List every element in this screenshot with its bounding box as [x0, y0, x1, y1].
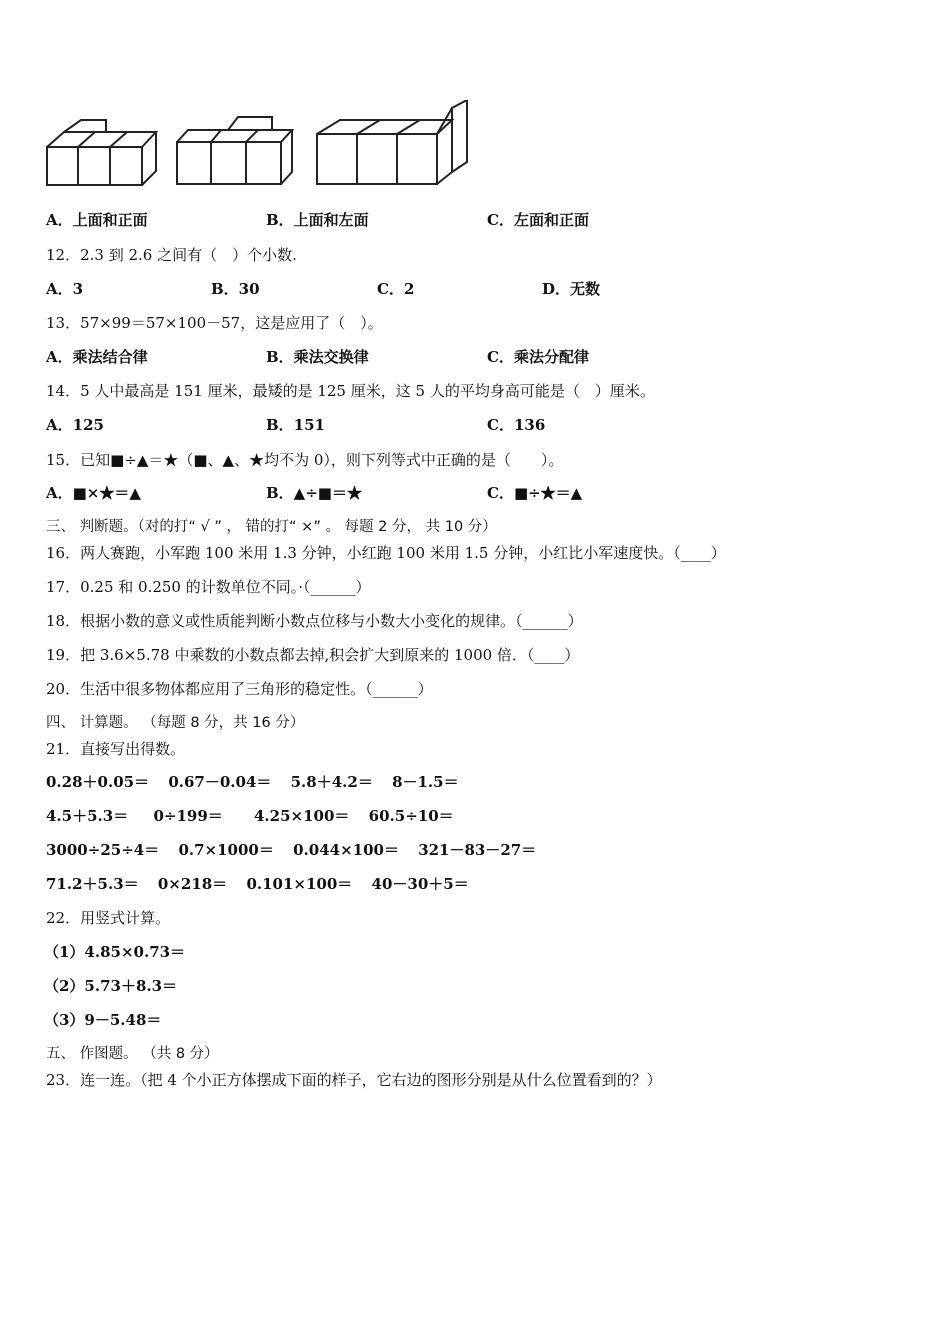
calc-item: 8－1.5＝	[392, 773, 459, 791]
q12-option-a[interactable]: A．3	[46, 280, 84, 298]
q21-row-1	[46, 772, 473, 792]
calc-item: 0.28＋0.05＝	[46, 773, 150, 791]
q15-option-c[interactable]: C．■÷★＝▲	[487, 484, 583, 502]
q21-row-4	[46, 874, 483, 894]
q11-option-a[interactable]: A．上面和正面	[46, 211, 148, 229]
calc-item: 60.5÷10＝	[368, 807, 454, 825]
calc-item: 3000÷25÷4＝	[46, 841, 160, 859]
calc-item: 0×218＝	[157, 875, 228, 893]
q14-stem: 14．5 人中最高是 151 厘米，最矮的是 125 厘米，这 5 人的平均身高可能是（ ）厘米。	[46, 382, 655, 400]
q21-stem: 21．直接写出得数。	[46, 740, 186, 758]
q15-option-b[interactable]: B．▲÷■＝★	[266, 484, 362, 502]
q15-option-a[interactable]: A．■×★＝▲	[46, 484, 141, 502]
q18-statement: 18．根据小数的意义或性质能判断小数点位移与小数大小变化的规律。（______）	[46, 612, 583, 630]
q22-stem: 22．用竖式计算。	[46, 909, 171, 927]
calc-item: 40－30＋5＝	[371, 875, 469, 893]
section-3-heading: 三、 判断题。（对的打“ √ ” ， 错的打“ ×” 。 每题 2 分， 共 10 分）	[46, 519, 497, 535]
q21-row-3	[46, 840, 550, 860]
q23-stem: 23．连一连。（把 4 个小正方体摆成下面的样子，它右边的图形分别是从什么位置看到的？）	[46, 1071, 662, 1089]
q15-stem: 15．已知■÷▲＝★（■、▲、★均不为 0），则下列等式中正确的是（ ）。	[46, 451, 564, 469]
q12-stem: 12．2.3 到 2.6 之间有（ ）个小数.	[46, 246, 297, 264]
section-5-heading: 五、 作图题。 （共 8 分）	[46, 1046, 219, 1062]
q14-option-c[interactable]: C．136	[487, 416, 546, 434]
cube-figure-a	[44, 100, 159, 190]
q12-option-d[interactable]: D．无数	[542, 280, 601, 298]
q13-stem: 13．57×99＝57×100－57，这是应用了（ ）。	[46, 314, 383, 332]
calc-item: 321－83－27＝	[418, 841, 537, 859]
q22-item-2: （2）5.73＋8.3＝	[44, 977, 178, 995]
calc-item: 0÷199＝	[153, 807, 223, 825]
calc-item: 71.2＋5.3＝	[46, 875, 139, 893]
q21-row-2	[46, 806, 468, 826]
q11-option-b[interactable]: B．上面和左面	[266, 211, 369, 229]
q22-item-3: （3）9－5.48＝	[44, 1011, 162, 1029]
q19-statement: 19．把 3.6×5.78 中乘数的小数点都去掉,积会扩大到原来的 1000 倍．（____）	[46, 646, 580, 664]
q11-figures	[44, 100, 484, 192]
calc-item: 4.25×100＝	[254, 807, 350, 825]
q14-option-b[interactable]: B．151	[266, 416, 325, 434]
calc-item: 0.101×100＝	[246, 875, 353, 893]
calc-item: 0.67－0.04＝	[168, 773, 272, 791]
q13-option-a[interactable]: A．乘法结合律	[46, 348, 148, 366]
calc-item: 5.8＋4.2＝	[290, 773, 373, 791]
q16-statement: 16．两人赛跑，小军跑 100 米用 1.3 分钟，小红跑 100 米用 1.5 分钟，小红比小军速度快。（____）	[46, 544, 726, 562]
q22-item-1: （1）4.85×0.73＝	[44, 943, 186, 961]
cube-figure-c	[312, 100, 477, 190]
q13-option-b[interactable]: B．乘法交换律	[266, 348, 369, 366]
q17-statement: 17．0.25 和 0.250 的计数单位不同。·（______）	[46, 578, 371, 596]
q11-option-c[interactable]: C．左面和正面	[487, 211, 589, 229]
q13-option-c[interactable]: C．乘法分配律	[487, 348, 589, 366]
q20-statement: 20．生活中很多物体都应用了三角形的稳定性。（______）	[46, 680, 433, 698]
calc-item: 0.044×100＝	[293, 841, 399, 859]
cube-figure-b	[172, 100, 302, 190]
q14-option-a[interactable]: A．125	[46, 416, 104, 434]
q12-option-c[interactable]: C．2	[377, 280, 415, 298]
q12-option-b[interactable]: B．30	[211, 280, 260, 298]
section-4-heading: 四、 计算题。 （每题 8 分，共 16 分）	[46, 715, 305, 731]
calc-item: 4.5＋5.3＝	[46, 807, 129, 825]
calc-item: 0.7×1000＝	[178, 841, 274, 859]
